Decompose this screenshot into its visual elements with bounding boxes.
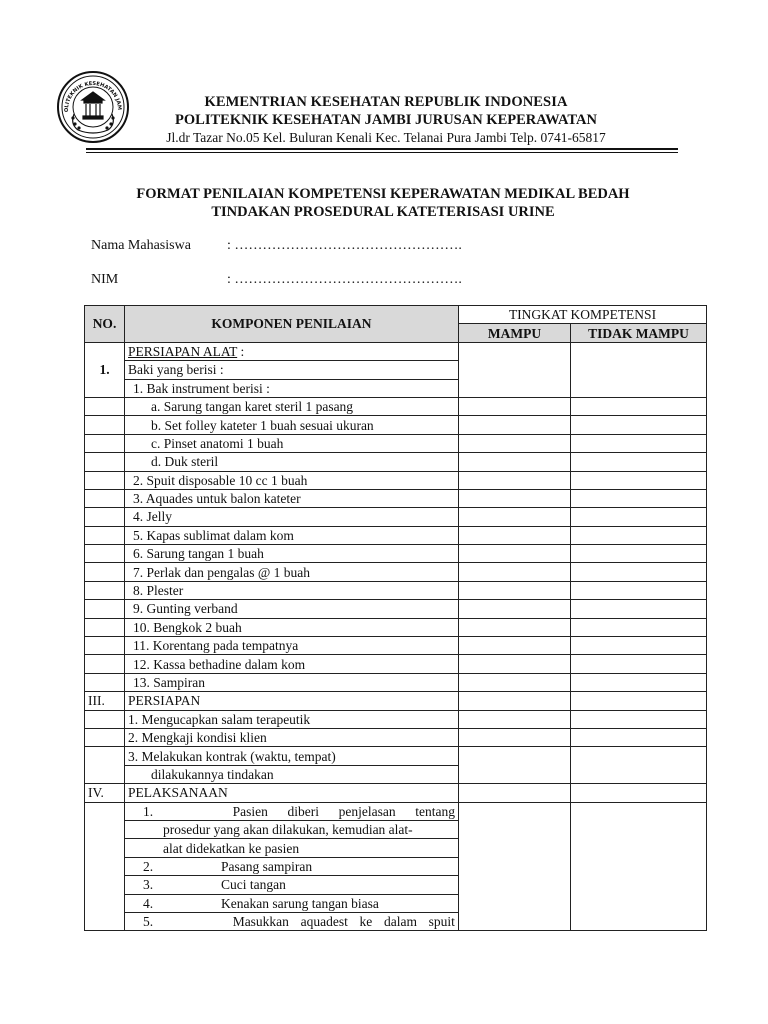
table-row (85, 563, 707, 581)
tidak-mampu-cell[interactable] (571, 747, 707, 784)
item-text: 12. Kassa bethadine dalam kom (125, 655, 459, 673)
institution-address: Jl.dr Tazar No.05 Kel. Buluran Kenali Kec. Telanai Pura Jambi Telp. 0741-65817 (166, 130, 606, 145)
no-cell (85, 673, 125, 691)
item-text: 5. Kapas sublimat dalam kom (125, 526, 459, 544)
no-cell (85, 600, 125, 618)
tidak-mampu-cell[interactable] (571, 342, 707, 397)
table-row (85, 342, 707, 360)
tidak-mampu-cell[interactable] (571, 471, 707, 489)
tidak-mampu-cell[interactable] (571, 710, 707, 728)
table-row (85, 710, 707, 728)
item-text: 13. Sampiran (125, 673, 459, 691)
item-text: 11. Korentang pada tempatnya (125, 637, 459, 655)
mampu-cell[interactable] (459, 471, 571, 489)
table-row (85, 784, 707, 802)
no-cell (85, 526, 125, 544)
tidak-mampu-cell[interactable] (571, 618, 707, 636)
section-number: III. (85, 692, 125, 710)
table-row (85, 728, 707, 746)
nim-label: NIM (91, 272, 119, 287)
item-text: 1. Bak instrument berisi : (125, 379, 459, 397)
assessment-table (84, 305, 707, 931)
mampu-cell[interactable] (459, 692, 571, 710)
item-text: d. Duk steril (125, 453, 459, 471)
tidak-mampu-cell[interactable] (571, 526, 707, 544)
item-text: 8. Plester (125, 581, 459, 599)
no-cell (85, 563, 125, 581)
tidak-mampu-cell[interactable] (571, 784, 707, 802)
logo-arc-text: OLITEKNIK KESEHATAN JAM (63, 80, 123, 113)
no-cell (85, 747, 125, 784)
table-row (85, 508, 707, 526)
item-text: 5. Masukkan aquadest ke dalam spuit (125, 912, 459, 930)
mampu-cell[interactable] (459, 784, 571, 802)
no-cell (85, 802, 125, 931)
table-row (85, 637, 707, 655)
section-title: PERSIAPAN (125, 692, 459, 710)
mampu-cell[interactable] (459, 802, 571, 931)
table-row (85, 618, 707, 636)
item-text: a. Sarung tangan karet steril 1 pasang (125, 397, 459, 415)
table-row (85, 416, 707, 434)
table-row (85, 489, 707, 507)
mampu-cell[interactable] (459, 342, 571, 397)
table-row (85, 747, 707, 765)
item-text: c. Pinset anatomi 1 buah (125, 434, 459, 452)
table-row (85, 471, 707, 489)
table-row (85, 397, 707, 415)
item-text: 4. Kenakan sarung tangan biasa (125, 894, 459, 912)
table-row (85, 655, 707, 673)
no-cell (85, 728, 125, 746)
mampu-cell[interactable] (459, 434, 571, 452)
table-row (85, 581, 707, 599)
no-cell (85, 637, 125, 655)
item-text: 3. Cuci tangan (125, 876, 459, 894)
item-text: 6. Sarung tangan 1 buah (125, 545, 459, 563)
item-text: 3. Aquades untuk balon kateter (125, 489, 459, 507)
mampu-cell[interactable] (459, 581, 571, 599)
section-number: 1. (85, 342, 125, 397)
mampu-cell[interactable] (459, 508, 571, 526)
table-row (85, 692, 707, 710)
tidak-mampu-cell[interactable] (571, 581, 707, 599)
mampu-cell[interactable] (459, 600, 571, 618)
item-text: 7. Perlak dan pengalas @ 1 buah (125, 563, 459, 581)
no-cell (85, 581, 125, 599)
tidak-mampu-cell[interactable] (571, 563, 707, 581)
mampu-cell[interactable] (459, 618, 571, 636)
item-text: 2. Spuit disposable 10 cc 1 buah (125, 471, 459, 489)
mampu-cell[interactable] (459, 673, 571, 691)
header-tidak-mampu: TIDAK MAMPU (571, 324, 707, 342)
table-row (85, 434, 707, 452)
tidak-mampu-cell[interactable] (571, 489, 707, 507)
mampu-cell[interactable] (459, 489, 571, 507)
tidak-mampu-cell[interactable] (571, 600, 707, 618)
mampu-cell[interactable] (459, 710, 571, 728)
no-cell (85, 489, 125, 507)
table-row (85, 600, 707, 618)
form-subtitle: TINDAKAN PROSEDURAL KATETERISASI URINE (211, 204, 555, 220)
no-cell (85, 434, 125, 452)
tidak-mampu-cell[interactable] (571, 434, 707, 452)
item-text: b. Set folley kateter 1 buah sesuai ukuran (125, 416, 459, 434)
item-text: prosedur yang akan dilakukan, kemudian alat- (125, 820, 459, 838)
no-cell (85, 416, 125, 434)
tidak-mampu-cell[interactable] (571, 416, 707, 434)
no-cell (85, 508, 125, 526)
header-rule-thin (86, 152, 678, 153)
section-title: PERSIAPAN ALAT : (125, 342, 459, 360)
tidak-mampu-cell[interactable] (571, 508, 707, 526)
section-number: IV. (85, 784, 125, 802)
item-text: 1. Pasien diberi penjelasan tentang (125, 802, 459, 820)
item-text: Baki yang berisi : (125, 361, 459, 379)
item-text: 4. Jelly (125, 508, 459, 526)
mampu-cell[interactable] (459, 728, 571, 746)
mampu-cell[interactable] (459, 397, 571, 415)
no-cell (85, 655, 125, 673)
item-text: 2. Pasang sampiran (125, 857, 459, 875)
item-text: 1. Mengucapkan salam terapeutik (125, 710, 459, 728)
mampu-cell[interactable] (459, 655, 571, 673)
tidak-mampu-cell[interactable] (571, 545, 707, 563)
item-text: 3. Melakukan kontrak (waktu, tempat) (125, 747, 459, 765)
institution-name: POLITEKNIK KESEHATAN JAMBI JURUSAN KEPERAWATAN (175, 112, 597, 128)
institution-logo-icon (56, 70, 130, 144)
nim-value[interactable]: : …………………………………………. (227, 272, 462, 287)
tidak-mampu-cell[interactable] (571, 673, 707, 691)
mampu-cell[interactable] (459, 747, 571, 784)
mampu-cell[interactable] (459, 545, 571, 563)
item-text: 10. Bengkok 2 buah (125, 618, 459, 636)
header-no: NO. (85, 306, 125, 343)
header-rule-thick (86, 148, 678, 150)
table-row (85, 453, 707, 471)
header-competence-level: TINGKAT KOMPETENSI (459, 306, 707, 324)
header-mampu: MAMPU (459, 324, 571, 342)
table-row (85, 673, 707, 691)
nim-field[interactable] (91, 272, 462, 288)
tidak-mampu-cell[interactable] (571, 637, 707, 655)
mampu-cell[interactable] (459, 526, 571, 544)
item-text: 9. Gunting verband (125, 600, 459, 618)
table-row (85, 802, 707, 820)
mampu-cell[interactable] (459, 416, 571, 434)
tidak-mampu-cell[interactable] (571, 692, 707, 710)
header-component: KOMPONEN PENILAIAN (125, 306, 459, 343)
table-row (85, 526, 707, 544)
tidak-mampu-cell[interactable] (571, 397, 707, 415)
mampu-cell[interactable] (459, 563, 571, 581)
student-name-field[interactable] (91, 238, 462, 254)
no-cell (85, 618, 125, 636)
tidak-mampu-cell[interactable] (571, 728, 707, 746)
table-header-row (85, 306, 707, 324)
table-row (85, 545, 707, 563)
mampu-cell[interactable] (459, 453, 571, 471)
item-text: 2. Mengkaji kondisi klien (125, 728, 459, 746)
no-cell (85, 545, 125, 563)
item-text: alat didekatkan ke pasien (125, 839, 459, 857)
student-name-label: Nama Mahasiswa (91, 238, 191, 253)
no-cell (85, 710, 125, 728)
student-name-value[interactable]: : …………………………………………. (227, 238, 462, 253)
no-cell (85, 471, 125, 489)
section-title: PELAKSANAAN (125, 784, 459, 802)
no-cell (85, 397, 125, 415)
no-cell (85, 453, 125, 471)
tidak-mampu-cell[interactable] (571, 453, 707, 471)
mampu-cell[interactable] (459, 637, 571, 655)
tidak-mampu-cell[interactable] (571, 655, 707, 673)
tidak-mampu-cell[interactable] (571, 802, 707, 931)
form-title: FORMAT PENILAIAN KOMPETENSI KEPERAWATAN MEDIKAL BEDAH (136, 186, 630, 202)
ministry-name: KEMENTRIAN KESEHATAN REPUBLIK INDONESIA (204, 94, 568, 110)
item-text: dilakukannya tindakan (125, 765, 459, 783)
